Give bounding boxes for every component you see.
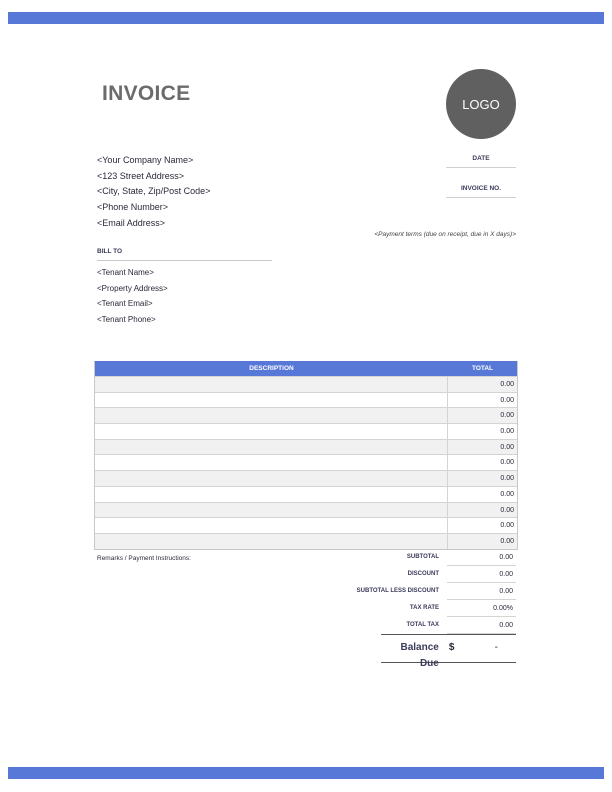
table-row	[95, 392, 517, 408]
row-description-cell[interactable]	[95, 424, 448, 439]
table-row	[95, 376, 517, 392]
date-label: DATE	[446, 155, 516, 168]
discount-row	[300, 566, 516, 583]
tenant-email: <Tenant Email>	[97, 299, 153, 309]
table-row	[95, 454, 517, 470]
row-total-cell[interactable]: 0.00	[500, 412, 514, 420]
table-row	[95, 502, 517, 518]
discount-label: DISCOUNT	[407, 571, 439, 577]
tenant-name: <Tenant Name>	[97, 268, 154, 277]
company-logo	[446, 69, 516, 139]
subtotal-value[interactable]: 0.00	[447, 549, 516, 566]
row-total-cell[interactable]: 0.00	[500, 522, 514, 530]
tenant-property: <Property Address>	[97, 283, 168, 293]
row-total-cell[interactable]: 0.00	[500, 537, 514, 545]
bill-to-label: BILL TO	[97, 248, 272, 261]
company-address: <123 Street Address>	[97, 170, 185, 181]
row-description-cell[interactable]	[95, 408, 448, 423]
row-description-cell[interactable]	[95, 534, 448, 549]
subtotal-row	[300, 549, 516, 566]
table-row	[95, 486, 517, 502]
balance-divider	[381, 634, 516, 635]
company-phone: <Phone Number>	[97, 202, 169, 213]
company-city: <City, State, Zip/Post Code>	[97, 186, 211, 197]
top-accent-bar	[8, 12, 604, 24]
row-total-cell[interactable]: 0.00	[500, 459, 514, 467]
less-discount-value[interactable]: 0.00	[447, 583, 516, 600]
tenant-phone: <Tenant Phone>	[97, 315, 156, 325]
total-tax-value[interactable]: 0.00	[447, 617, 516, 634]
table-row	[95, 533, 517, 549]
description-header: DESCRIPTION	[249, 365, 294, 372]
bottom-accent-bar	[8, 767, 604, 779]
total-tax-row	[300, 617, 516, 634]
less-discount-label: SUBTOTAL LESS DISCOUNT	[356, 588, 439, 594]
table-row	[95, 423, 517, 439]
balance-due-label: Balance Due	[400, 642, 439, 669]
logo-text: LOGO	[462, 96, 500, 112]
payment-terms: <Payment terms (due on receipt, due in X days)>	[374, 231, 516, 238]
total-header: TOTAL	[471, 365, 494, 372]
table-row	[95, 407, 517, 423]
table-row	[95, 517, 517, 533]
row-description-cell[interactable]	[95, 518, 448, 533]
tax-rate-value[interactable]: 0.00%	[447, 600, 516, 617]
row-description-cell[interactable]	[95, 377, 448, 392]
row-total-cell[interactable]: 0.00	[500, 428, 514, 436]
row-total-cell[interactable]: 0.00	[500, 490, 514, 498]
balance-due-value: -	[494, 642, 499, 653]
row-total-cell[interactable]: 0.00	[500, 396, 514, 404]
invoice-no-label: INVOICE NO.	[446, 185, 516, 198]
table-body	[95, 376, 517, 549]
less-discount-row	[300, 583, 516, 600]
tax-rate-label: TAX RATE	[409, 605, 439, 611]
row-description-cell[interactable]	[95, 487, 448, 502]
row-description-cell[interactable]	[95, 503, 448, 518]
company-email: <Email Address>	[97, 217, 166, 228]
table-row	[95, 439, 517, 455]
remarks-label: Remarks / Payment Instructions:	[97, 555, 191, 562]
row-total-cell[interactable]: 0.00	[500, 475, 514, 483]
row-total-cell[interactable]: 0.00	[500, 506, 514, 514]
bill-to-info	[97, 265, 168, 328]
row-total-cell[interactable]: 0.00	[500, 381, 514, 388]
company-name: <Your Company Name>	[97, 155, 194, 165]
row-description-cell[interactable]	[95, 393, 448, 408]
row-description-cell[interactable]	[95, 440, 448, 455]
company-info	[97, 153, 210, 232]
subtotal-label: SUBTOTAL	[406, 554, 439, 560]
currency-symbol: $	[448, 642, 455, 653]
line-items-table	[94, 361, 518, 550]
discount-value[interactable]: 0.00	[447, 566, 516, 583]
row-description-cell[interactable]	[95, 471, 448, 486]
table-header	[95, 361, 517, 376]
total-tax-label: TOTAL TAX	[406, 622, 439, 628]
balance-due-row	[381, 640, 516, 669]
tax-rate-row	[300, 600, 516, 617]
row-description-cell[interactable]	[95, 455, 448, 470]
invoice-title: INVOICE	[102, 82, 191, 105]
table-row	[95, 470, 517, 486]
row-total-cell[interactable]: 0.00	[500, 443, 514, 451]
